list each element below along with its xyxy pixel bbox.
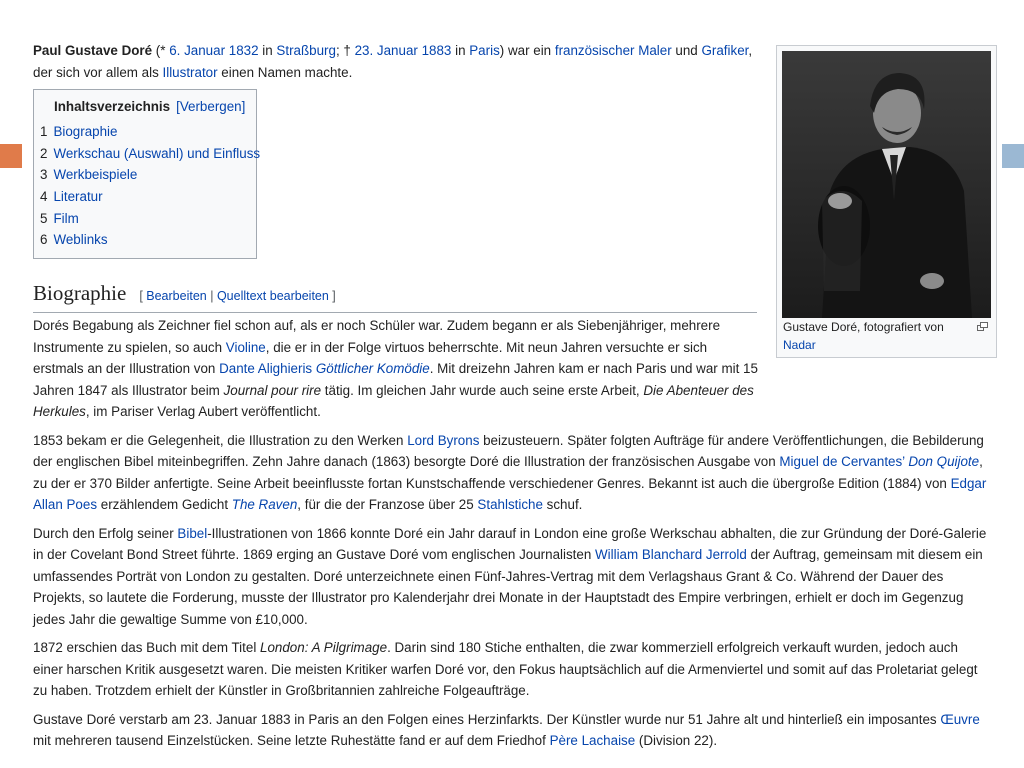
link-death-date[interactable]: 23. Januar 1883	[354, 43, 452, 58]
slide-accent-left	[0, 144, 22, 168]
lead-text: einen Namen machte.	[217, 64, 353, 80]
toc-item-link[interactable]: Weblinks	[53, 232, 108, 248]
link-bibel[interactable]: Bibel	[177, 525, 208, 541]
toc-item[interactable]	[40, 208, 260, 230]
para-text: tätig. Im gleichen Jahr wurde auch seine erste Arbeit,	[321, 382, 644, 398]
table-of-contents	[33, 89, 261, 259]
section-heading-biographie	[33, 280, 757, 313]
lead-text: (*	[152, 43, 170, 58]
para-text: , die er in der Folge virtuos beherrschte. Mit neun Jahren versuchte er sich erstmals an der Illustration von	[33, 339, 708, 376]
toc-item-number: 3	[40, 167, 48, 183]
link-dante[interactable]: Dante Alighieris	[219, 361, 316, 376]
toc-toggle-button[interactable]: [Verbergen]	[176, 99, 246, 114]
link-painter[interactable]: französischer Maler	[554, 43, 672, 58]
para-text: Durch den Erfolg seiner	[33, 525, 178, 541]
para-text: -Illustrationen von 1866 konnte Doré ein Jahr darauf in London eine große Werkschau abhalten, die zur Gründung der Doré-Galerie in der Covelant Bond Street führte. 1869 erging an Gustave Doré vom englischen Journalisten	[33, 525, 987, 562]
toc-item[interactable]	[40, 186, 260, 208]
caption-text: Gustave Doré, fotografiert von	[783, 320, 944, 334]
edit-bracket: ]	[328, 289, 336, 303]
link-komoedie-text: Göttlicher Komödie	[315, 361, 430, 376]
portrait-photo[interactable]	[782, 51, 991, 318]
edit-separator: |	[206, 289, 217, 303]
edit-bracket: [	[139, 289, 147, 303]
lead-text: der sich vor allem als	[33, 64, 163, 80]
link-jerrold[interactable]: William Blanchard Jerrold	[595, 547, 747, 562]
italic-journal: Journal pour rire	[223, 382, 322, 398]
link-don-quijote[interactable]	[908, 454, 979, 469]
bio-paragraph-1	[33, 315, 758, 423]
italic-london-pilgrimage: London: A Pilgrimage	[260, 640, 388, 655]
para-text: 1853 bekam er die Gelegenheit, die Illustration zu den Werken	[33, 432, 408, 448]
link-pere-lachaise[interactable]: Père Lachaise	[549, 733, 636, 748]
toc-item-link[interactable]: Literatur	[53, 189, 103, 205]
toc-item-number: 2	[40, 145, 48, 161]
lead-name: Paul Gustave Doré	[33, 43, 153, 58]
link-birth-date[interactable]: 6. Januar 1832	[169, 43, 259, 58]
link-illustrator[interactable]: Illustrator	[162, 64, 218, 80]
lead-text: ; †	[335, 43, 355, 58]
edit-source-link[interactable]: Quelltext bearbeiten	[216, 289, 329, 303]
para-text: . Mit dreizehn Jahren kam er nach Paris und war mit 15 Jahren 1847 als Illustrator beim	[33, 361, 758, 398]
para-text: der Auftrag, gemeinsam mit diesem ein umfassendes Porträt von London zu gestalten. Doré unterzeichnete einen Fünf-Jahres-Vertrag mit dem Verlagshaus Grant & Co. Während der Dauer des Projekts, so lautete die Forderung, musste der Illustrator pro Kalenderjahr drei Monate in der Hauptstadt des Empire verbringen, erhielt er doch im Gegenzug jedes Jahr die gewaltige Summe von £10,000.	[33, 547, 983, 627]
lead-text: in	[258, 43, 277, 58]
section-edit-links	[139, 289, 335, 303]
portrait-thumbnail	[776, 45, 997, 358]
lead-paragraph	[33, 40, 763, 83]
toc-item-link[interactable]: Biographie	[53, 124, 118, 139]
lead-text: in	[451, 43, 470, 58]
para-text: mit mehreren tausend Einzelstücken. Seine letzte Ruhestätte fand er auf dem Friedhof	[33, 733, 550, 748]
link-violine[interactable]: Violine	[225, 339, 266, 355]
link-edgar-allan-poe[interactable]: Edgar Allan Poes	[33, 475, 987, 512]
para-text: , für die der Franzose über 25	[297, 497, 478, 512]
link-graphic-artist[interactable]: Grafiker	[701, 43, 749, 58]
para-text: , zu der er 370 Bilder anfertigte. Seine Arbeit beeinflusste fortan Kunstschaffende verschiedener Genres. Bekannt ist auch die übergroße Edition (1884) von	[33, 454, 983, 491]
toc-item[interactable]	[40, 143, 260, 165]
para-text: Dorés Begabung als Zeichner fiel schon auf, als er noch Schüler war. Zudem begann er als Siebenjähriger, mehrere Instrumente zu spielen, so auch	[33, 318, 721, 355]
toc-item-link[interactable]: Werkschau (Auswahl) und Einfluss	[53, 145, 261, 161]
toc-item-number: 5	[40, 210, 48, 226]
toc-item-link[interactable]: Werkbeispiele	[53, 167, 138, 183]
toc-item-number: 6	[40, 232, 48, 248]
link-death-place[interactable]: Paris	[469, 43, 500, 58]
link-don-quijote-text: Don Quijote	[908, 454, 980, 469]
lead-text: ) war ein	[499, 43, 555, 58]
link-lord-byron[interactable]: Lord Byrons	[407, 432, 480, 448]
toc-item[interactable]	[40, 164, 260, 186]
bio-paragraph-4	[33, 637, 991, 702]
para-text: . Darin sind 180 Stiche enthalten, die zwar kommerziell erfolgreich verkauft wurden, jedoch auch einer harschen Kritik ausgesetzt waren. Die meisten Kritiker warfen Doré vor, den Fokus hauptsächlich auf die Armenviertel und somit auf das Proletariat gelegt zu haben. Trotzdem erhielt der Künstler in Großbritannien zahlreiche Folgeaufträge.	[33, 640, 978, 698]
bio-paragraph-3	[33, 523, 991, 631]
link-oeuvre[interactable]: Œuvre	[940, 711, 980, 727]
section-heading-text: Biographie	[33, 281, 127, 305]
toc-list	[40, 121, 260, 251]
link-cervantes[interactable]: Miguel de Cervantes’	[779, 454, 909, 469]
link-the-raven-text: The Raven	[231, 497, 298, 512]
italic-herkules: Die Abenteuer des Herkules	[33, 382, 754, 419]
para-text: 1872 erschien das Buch mit dem Titel	[33, 640, 261, 655]
para-text: , im Pariser Verlag Aubert veröffentlicht.	[85, 404, 321, 419]
bio-paragraph-2	[33, 430, 991, 516]
para-text: beizusteuern. Später folgten Aufträge für andere Veröffentlichungen, die Bebilderung der englischen Bibel miteinbegriffen. Zehn Jahre danach (1863) besorgte Doré die Illustration der französischen Ausgabe von	[33, 432, 984, 469]
toc-item-link[interactable]: Film	[53, 210, 79, 226]
toc-item-number: 1	[40, 124, 48, 139]
link-nadar[interactable]: Nadar	[783, 337, 816, 352]
bio-paragraph-5	[33, 709, 991, 752]
portrait-image	[782, 51, 991, 318]
para-text: erzählendem Gedicht	[97, 497, 232, 512]
toc-item[interactable]	[40, 229, 260, 251]
toc-title: Inhaltsverzeichnis	[54, 99, 171, 114]
para-text: (Division 22).	[635, 733, 718, 748]
toc-item[interactable]	[40, 121, 260, 143]
toc-item-number: 4	[40, 189, 48, 205]
lead-text: und	[671, 43, 702, 58]
link-komoedie[interactable]	[316, 361, 430, 376]
toc-header	[54, 99, 245, 114]
edit-link[interactable]: Bearbeiten	[146, 289, 207, 303]
link-the-raven[interactable]	[232, 497, 298, 512]
biography-body	[33, 315, 991, 759]
lead-text: ,	[748, 43, 753, 58]
para-text: schuf.	[542, 497, 583, 512]
link-stahlstiche[interactable]: Stahlstiche	[477, 497, 543, 512]
slide-accent-right	[1002, 144, 1024, 168]
para-text: Gustave Doré verstarb am 23. Januar 1883 in Paris an den Folgen eines Herzinfarkts. Der Künstler wurde nur 51 Jahre alt und hinterließ ein imposantes	[33, 711, 941, 727]
link-birth-place[interactable]: Straßburg	[276, 43, 336, 58]
